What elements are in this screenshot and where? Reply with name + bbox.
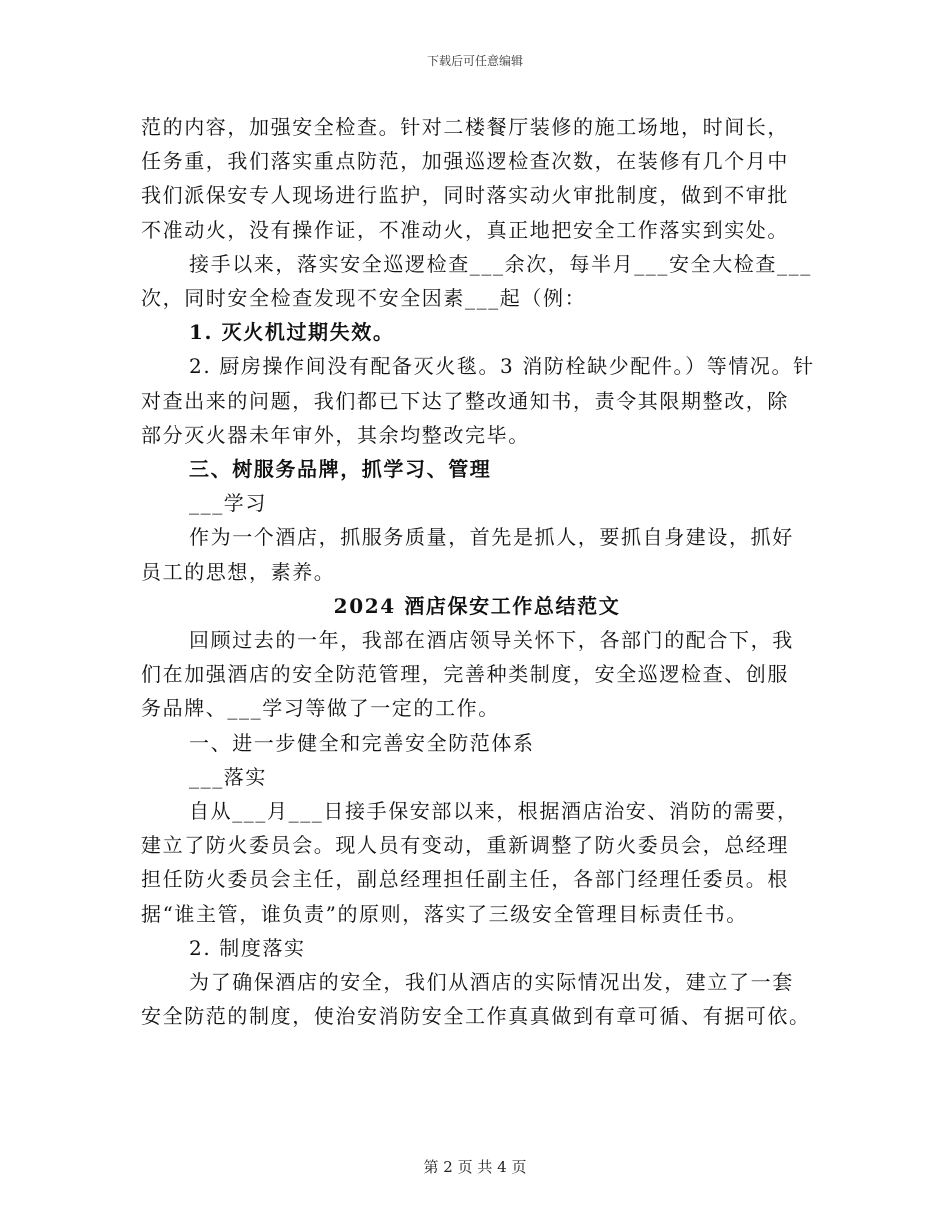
body-line: 回顾过去的一年，我部在酒店领导关怀下，各部门的配合下，我	[189, 628, 794, 653]
body-line: 范的内容，加强安全检查。针对二楼餐厅装修的施工场地，时间长，	[141, 115, 789, 139]
body-line: 次，同时安全检查发现不安全因素___起（例：	[141, 286, 587, 311]
section-heading: 一、进一步健全和完善安全防范体系	[189, 730, 535, 755]
section-heading: 三、树服务品牌，抓学习、管理	[189, 457, 492, 482]
body-line: 我们派保安专人现场进行监护，同时落实动火审批制度，做到不审批	[141, 183, 789, 208]
body-line: 自从___月___日接手保安部以来，根据酒店治安、消防的需要，	[189, 799, 799, 824]
body-line: 们在加强酒店的安全防范管理，完善种类制度，安全巡逻检查、创服	[141, 662, 789, 687]
body-line: ___落实	[189, 764, 267, 789]
body-line: 据“谁主管，谁负责”的原则，落实了三级安全管理目标责任书。	[141, 901, 748, 926]
body-line: 对查出来的问题，我们都已下达了整改通知书，责令其限期整改，除	[141, 388, 789, 413]
page-footer: 第 2 页 共 4 页	[423, 1158, 527, 1176]
body-line: 作为一个酒店，抓服务质量，首先是抓人，要抓自身建设，抓好	[189, 525, 794, 550]
body-line: 2. 厨房操作间没有配备灭火毯。3 消防栓缺少配件。）等情况。针	[189, 354, 815, 379]
body-line: 员工的思想，素养。	[141, 559, 336, 584]
body-line: 任务重，我们落实重点防范，加强巡逻检查次数，在装修有几个月中	[141, 149, 789, 174]
page-header: 下载后可任意编辑	[426, 54, 523, 68]
body-line: 不准动火，没有操作证，不准动火，真正地把安全工作落实到实处。	[141, 217, 789, 242]
body-line: 建立了防火委员会。现人员有变动，重新调整了防火委员会，总经理	[141, 833, 789, 858]
body-line: ___学习	[189, 491, 267, 516]
body-line: 安全防范的制度，使治安消防安全工作真真做到有章可循、有据可依。	[141, 1004, 811, 1029]
body-line: 部分灭火器未年审外，其余均整改完毕。	[141, 422, 530, 447]
body-line: 担任防火委员会主任，副总经理担任副主任，各部门经理任委员。根	[141, 867, 789, 892]
body-line: 2. 制度落实	[189, 935, 306, 960]
body-line: 接手以来，落实安全巡逻检查___余次，每半月___安全大检查___	[189, 251, 812, 276]
body-line: 为了确保酒店的安全，我们从酒店的实际情况出发，建立了一套	[189, 970, 794, 995]
list-item-heading: 1. 灭火机过期失效。	[189, 320, 395, 345]
body-line: 务品牌、___学习等做了一定的工作。	[141, 696, 500, 721]
document-title: 2024 酒店保安工作总结范文	[333, 593, 621, 618]
document-body	[141, 110, 813, 1033]
